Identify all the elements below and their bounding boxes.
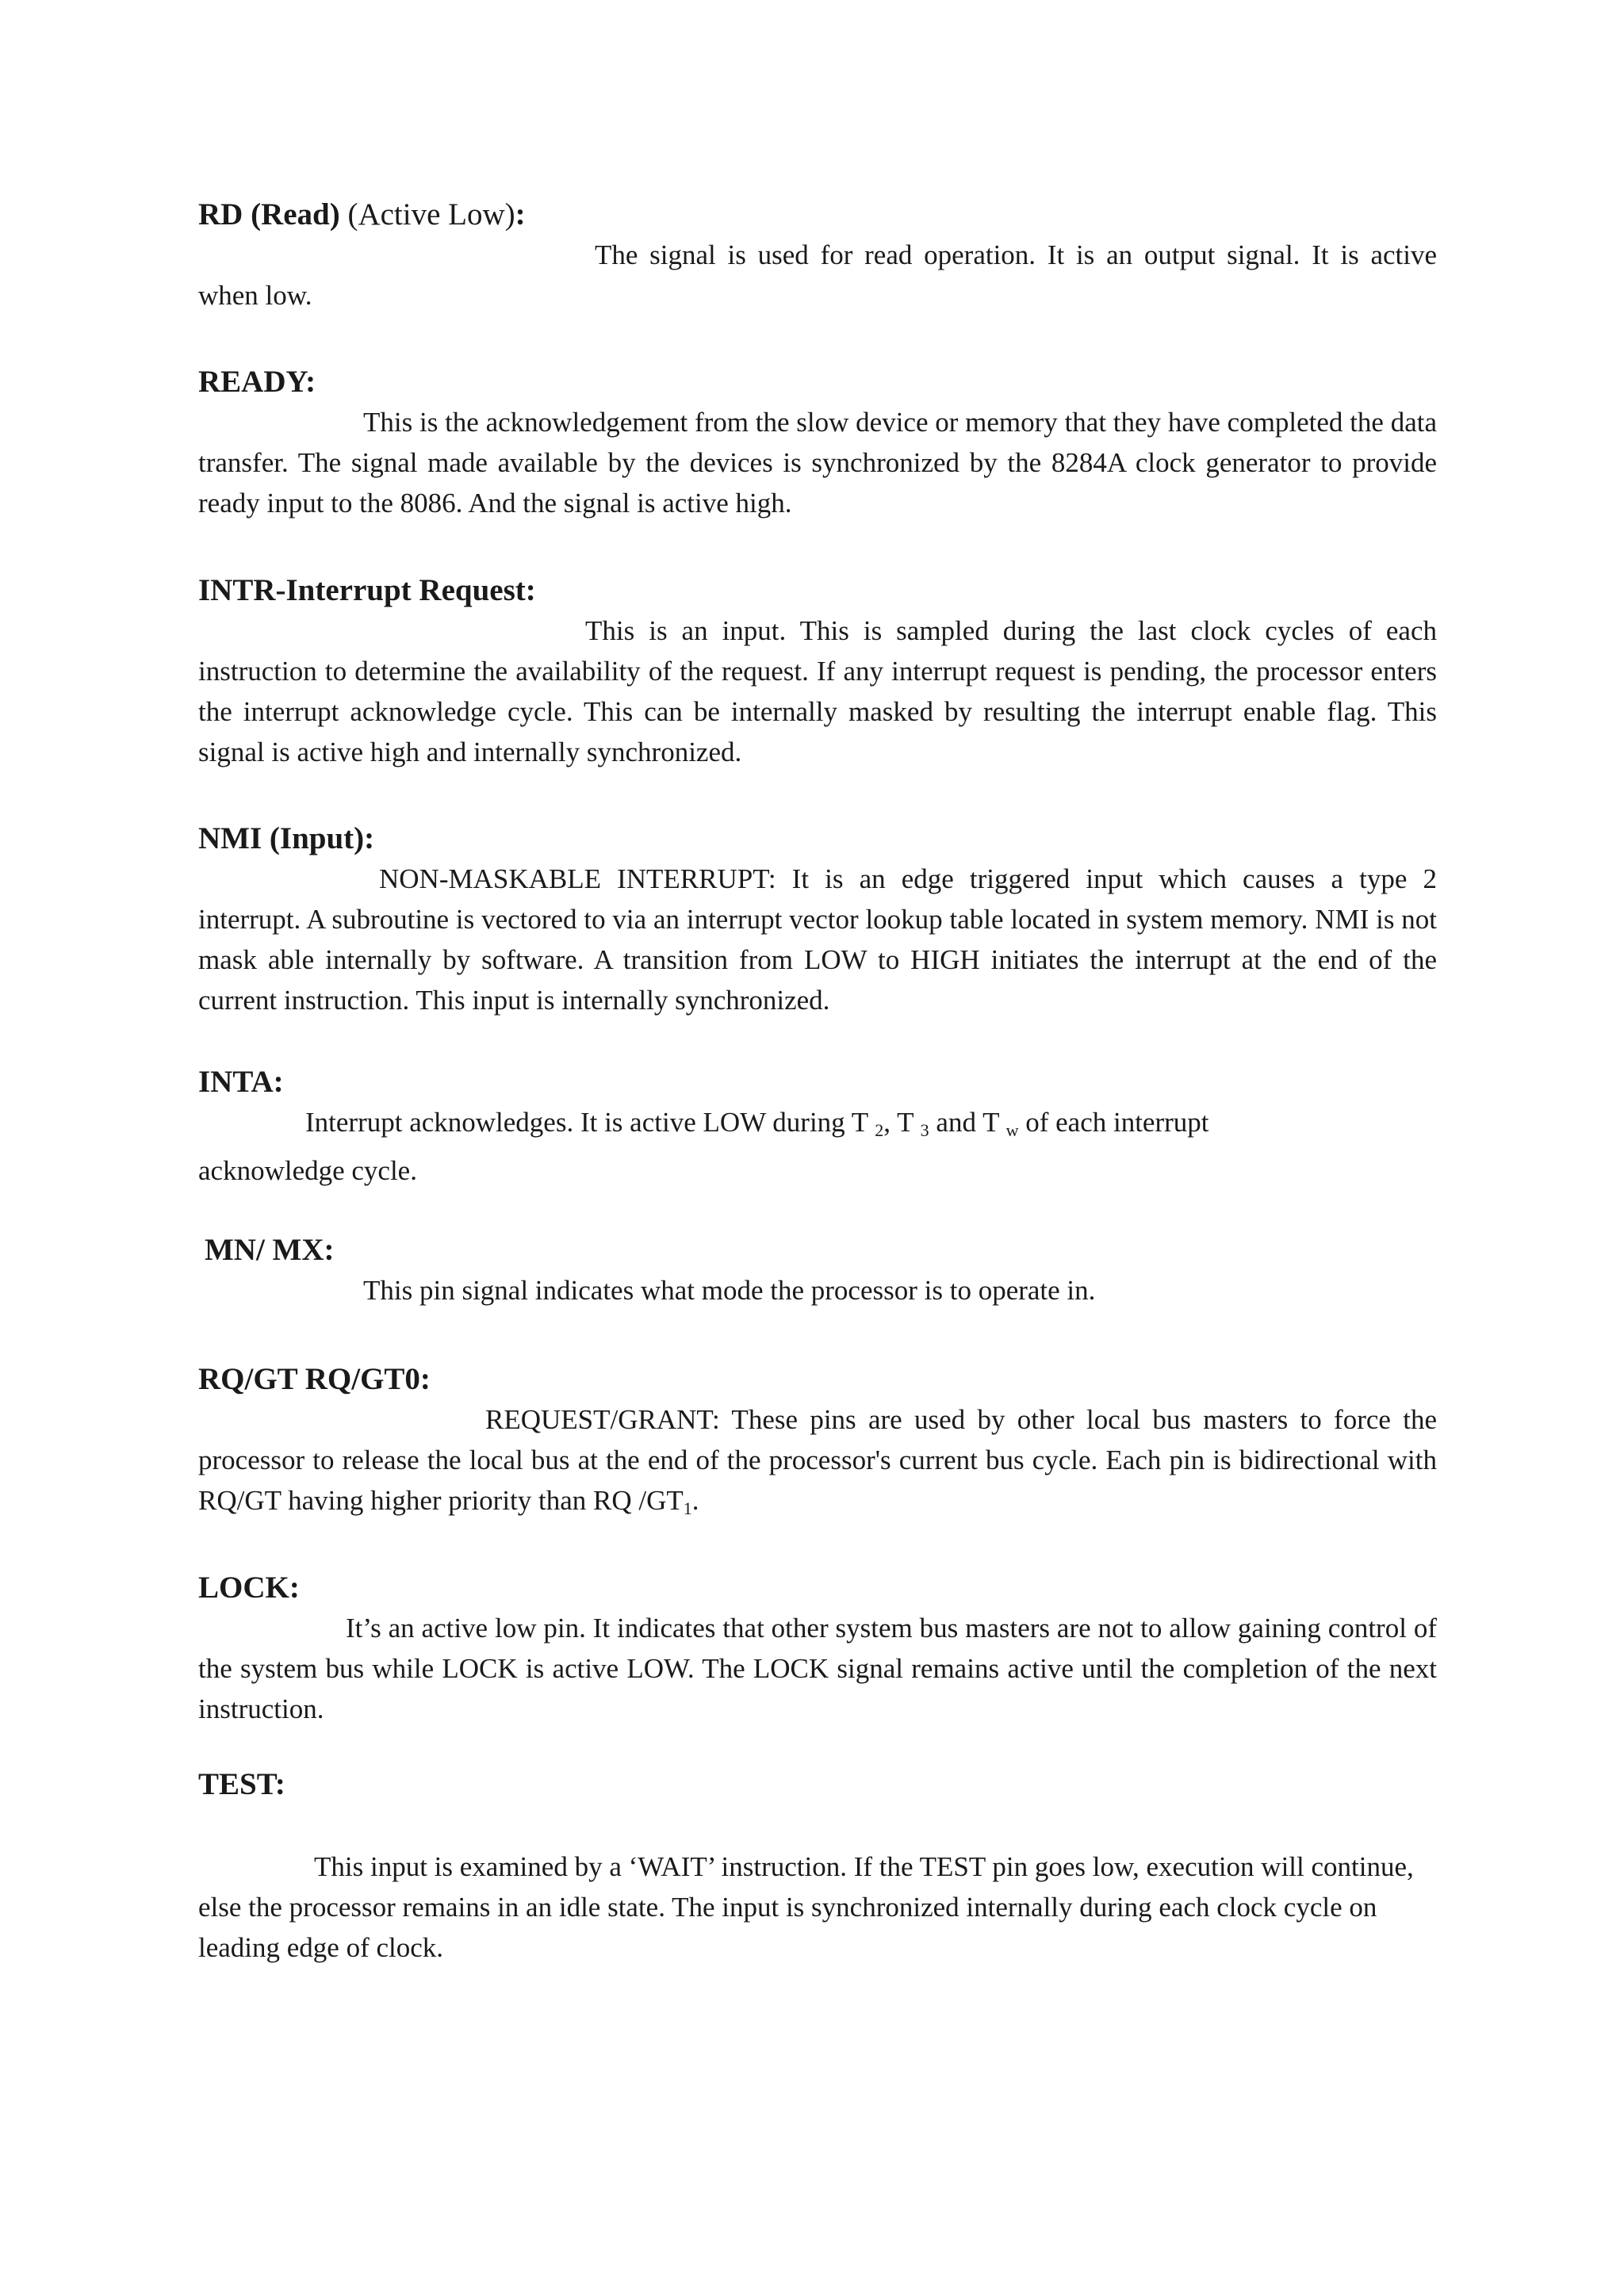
heading-bold-text: MN/ MX: (205, 1233, 335, 1267)
heading-normal-text: (Active Low) (339, 197, 515, 232)
body-text: of each interrupt (1018, 1107, 1209, 1138)
body-text: , T (883, 1107, 921, 1138)
subscript: 1 (683, 1498, 692, 1518)
body-text: and T (929, 1107, 1006, 1138)
section-lock (198, 1568, 1437, 1729)
section-heading (198, 1765, 1437, 1804)
section-inta (198, 1062, 1437, 1191)
section-mnmx (198, 1230, 1437, 1311)
section-rd (198, 195, 1437, 316)
section-heading (198, 1568, 1437, 1608)
heading-bold-text: NMI (Input): (198, 821, 375, 855)
heading-bold-text: LOCK: (198, 1571, 300, 1605)
section-intr (198, 571, 1437, 772)
section-test (198, 1765, 1437, 1968)
section-body (198, 1102, 1437, 1191)
section-heading (198, 362, 1437, 402)
section-body: This is the acknowledgement from the slow device or memory that they have completed the data transfer. The signal made available by the devices is synchronized by the 8284A clock generator to provide ready input to the 8086. And the signal is active high. (198, 407, 1437, 519)
body-line (198, 1102, 1437, 1150)
section-body: The signal is used for read operation. It is an output signal. It is active when low. (198, 239, 1437, 311)
section-nmi (198, 819, 1437, 1020)
section-body: NON-MASKABLE INTERRUPT: It is an edge triggered input which causes a type 2 interrupt. A subroutine is vectored to via an interrupt vector lookup table located in system memory. NMI is not mask able internally by software. A transition from LOW to HIGH initiates the interrupt at the end of the current instruction. This input is internally synchronized. (198, 863, 1437, 1016)
heading-bold-text: RQ/GT RQ/GT0: (198, 1362, 431, 1396)
section-heading (198, 195, 1437, 235)
section-heading (198, 1230, 1437, 1270)
body-text: Interrupt acknowledges. It is active LOW during T (305, 1107, 875, 1138)
section-ready (198, 362, 1437, 523)
heading-bold-text: INTA: (198, 1065, 284, 1099)
body-text: REQUEST/GRANT: These pins are used by other local bus masters to force the processor to release the local bus at the end of the processor's current bus cycle. Each pin is bidirectional with RQ/GT having higher priority than RQ /GT (198, 1404, 1437, 1516)
section-body: This pin signal indicates what mode the processor is to operate in. (363, 1275, 1096, 1306)
section-heading (198, 1062, 1437, 1102)
heading-bold-text: TEST: (198, 1767, 285, 1801)
section-body (198, 1399, 1437, 1529)
section-rqgt (198, 1360, 1437, 1529)
section-body: It’s an active low pin. It indicates that other system bus masters are not to allow gaining control of the system bus while LOCK is active LOW. The LOCK signal remains active until the completion of the next instruction. (198, 1613, 1437, 1724)
section-body: This input is examined by a ‘WAIT’ instruction. If the TEST pin goes low, execution will continue, else the processor remains in an idle state. The input is synchronized internally during each clock cycle on leading edge of clock. (198, 1851, 1414, 1963)
section-heading (198, 819, 1437, 859)
subscript: 3 (920, 1120, 929, 1140)
heading-bold-text: READY: (198, 365, 316, 399)
section-body: This is an input. This is sampled during the last clock cycles of each instruction to determine the availability of the request. If any interrupt request is pending, the processor enters the interrupt acknowledge cycle. This can be internally masked by resulting the interrupt enable flag. This signal is active high and internally synchronized. (198, 615, 1437, 767)
body-text: . (691, 1485, 699, 1516)
body-line: acknowledge cycle. (198, 1155, 417, 1186)
heading-bold-text: INTR-Interrupt Request: (198, 573, 536, 607)
section-heading (198, 571, 1437, 610)
heading-colon: : (515, 197, 526, 232)
section-heading (198, 1360, 1437, 1399)
heading-bold-text: RD (Read) (198, 197, 340, 232)
subscript: 2 (875, 1120, 884, 1140)
subscript: w (1005, 1120, 1019, 1140)
